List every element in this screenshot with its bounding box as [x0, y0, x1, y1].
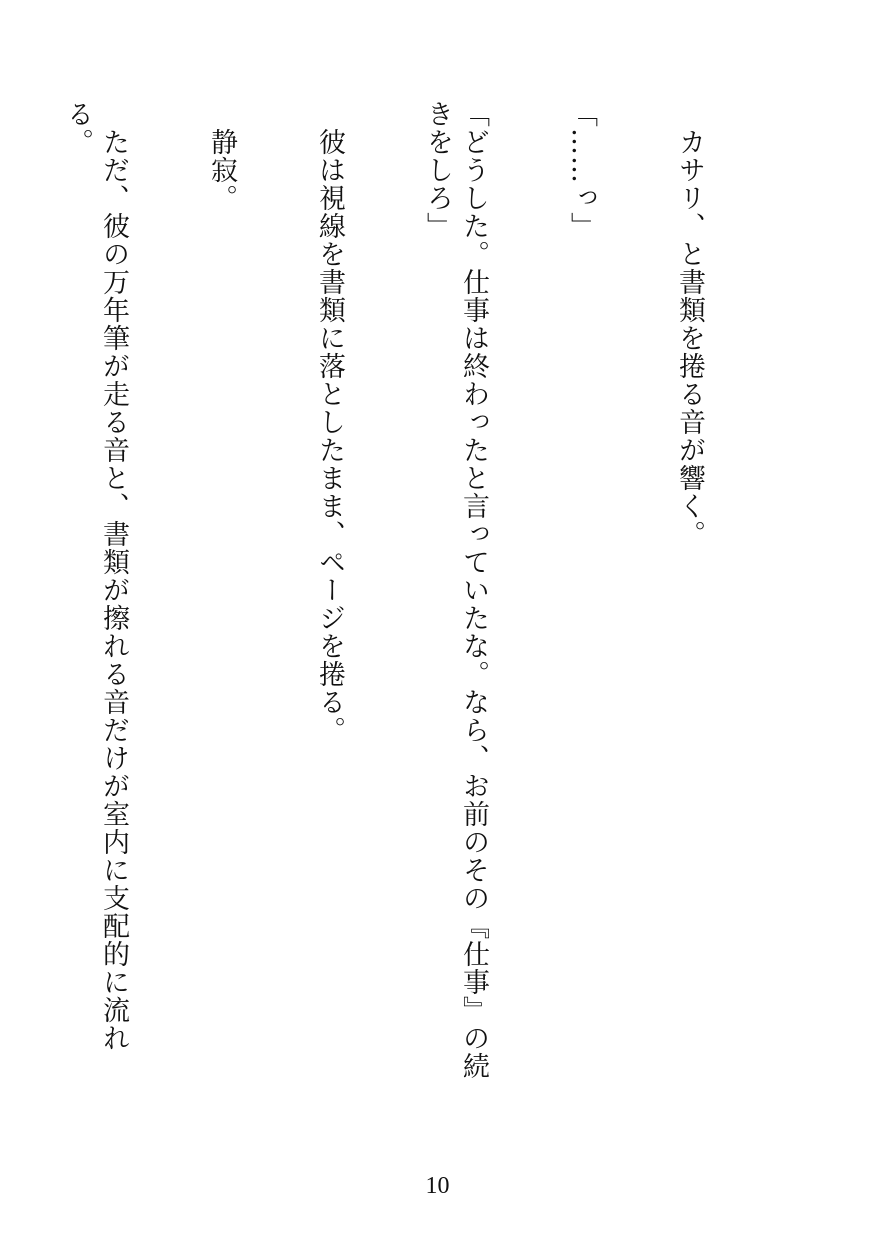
text-line: 「どうした。仕事は終わったと言っていたな。なら、お前のその『仕事』の続きをしろ」 [422, 100, 489, 1080]
page-number: 10 [425, 1173, 450, 1199]
text-line: 彼は視線を書類に落としたまま、ページを捲る。 [314, 100, 345, 744]
text-line: カサリ、と書類を捲る音が響く。 [674, 100, 705, 548]
text-line: 静寂。 [206, 100, 237, 212]
text-line: ただ、彼の万年筆が走る音と、書類が擦れる音だけが室内に支配的に流れる。 [62, 100, 129, 1052]
vertical-text-block [0, 100, 779, 1100]
text-line: 「……っ」 [566, 100, 597, 240]
